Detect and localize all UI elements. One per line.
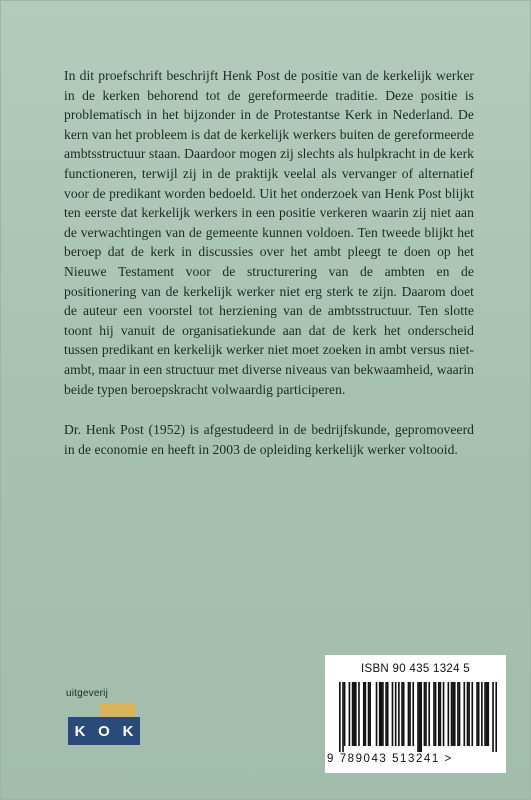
barcode-bar [443,682,445,746]
barcode-bar [459,682,461,746]
barcode-bar [433,682,435,746]
isbn-label: ISBN 90 435 1324 5 [361,663,470,675]
barcode-bar [408,682,410,746]
kok-logo [66,703,146,753]
barcode-digits: 9 789043 513241 > [327,753,453,765]
logo-letter-o: O [92,717,116,745]
barcode-bar [419,682,421,752]
barcode-bar [352,682,354,746]
barcode-graphic [339,682,497,752]
barcode-bar [435,682,437,746]
barcode-bar [425,682,427,746]
isbn-barcode-panel [325,655,506,773]
barcode-bar [457,682,459,746]
barcode-bar [484,682,486,746]
barcode-bar [495,682,497,752]
barcode-bar [365,682,367,746]
barcode-bar [358,682,360,746]
barcode-bar [478,682,480,746]
barcode-bar [403,682,405,746]
barcode-bar [420,682,422,752]
barcode-bar [392,682,394,746]
barcode-bar [382,682,384,746]
barcode-bar [438,682,440,746]
barcode-bar [487,682,489,746]
barcode-bar [353,682,355,746]
logo-letter-k-2: K [116,717,140,745]
barcode-bar [349,682,351,746]
publisher-label: uitgeverij [66,688,109,699]
barcode-bar [492,682,494,752]
barcode-bar [395,682,397,746]
barcode-bar [401,682,403,746]
barcode-bar [387,682,389,746]
barcode-bar [428,682,430,746]
barcode-bar [412,682,414,746]
barcode-bar [342,682,344,752]
barcode-bar [448,682,450,746]
barcode-bar [463,682,465,746]
barcode-bar [481,682,483,746]
barcode-bar [398,682,400,746]
barcode-bar [424,682,426,746]
barcode-bar [368,682,370,746]
author-bio-paragraph: Dr. Henk Post (1952) is afgestudeerd in de bedrijfskunde, gepromoveerd in de economie en heeft in 2003 de opleiding kerkelijk werker voltooid. [64,422,474,457]
back-cover-text [64,66,474,480]
barcode-bar [476,682,478,746]
barcode-bar [467,682,469,746]
barcode-bar [369,682,371,746]
barcode-bar [468,682,470,746]
barcode-bar [417,682,419,752]
publisher-block [66,688,156,758]
barcode-bar [440,682,442,746]
barcode-bar [486,682,488,746]
barcode-bar [451,682,453,746]
barcode-bar [363,682,365,746]
barcode-bar [452,682,454,746]
barcode-bar [379,682,381,746]
barcode-bar [344,682,346,746]
barcode-bar [376,682,378,746]
barcode-bar [471,682,473,746]
barcode-bar [380,682,382,746]
barcode-bar [385,682,387,746]
barcode-bar [409,682,411,746]
barcode-bar [339,682,341,752]
logo-letter-k: K [68,717,92,745]
barcode-bar [355,682,357,746]
summary-paragraph: In dit proefschrift beschrijft Henk Post de positie van de kerkelijk werker in de kerken behorend tot de gereformeerde traditie. Deze positie is problematisch in het bijzonder in de Protestantse Kerk in Nederland. De kern van het probleem is dat de kerkelijk werkers buiten de gereformeerde ambtsstructuur staan. Daardoor mogen zij slechts als hulpkracht in de kerk functioneren, terwijl zij in de praktijk veelal als vervanger of alternatief voor de predikant worden bedoeld. Uit het onderzoek van Henk Post blijkt ten eerste dat kerkelijk werkers in een positie verkeren waarin zij niet aan de verwachtingen van de gemeente kunnen voldoen. Ten tweede blijkt het beroep dat de kerk in discussies over het ambt pleegt te doen op het Nieuwe Testament voor de structurering van de ambten en de positionering van de kerkelijk werker niet erg sterk te zijn. Daarom doet de auteur een voorstel tot herziening van de ambtsstructuur. Ten slotte toont hij vanuit de organisatiekunde aan dat de kerk het onderscheid tussen predikant en kerkelijk werker niet moet zoeken in ambt versus niet-ambt, maar in een structuur met diverse niveaus van bekwaamheid, waarin beide typen beroepskracht volwaardig participeren. [64,68,474,397]
barcode-bar [454,682,456,746]
